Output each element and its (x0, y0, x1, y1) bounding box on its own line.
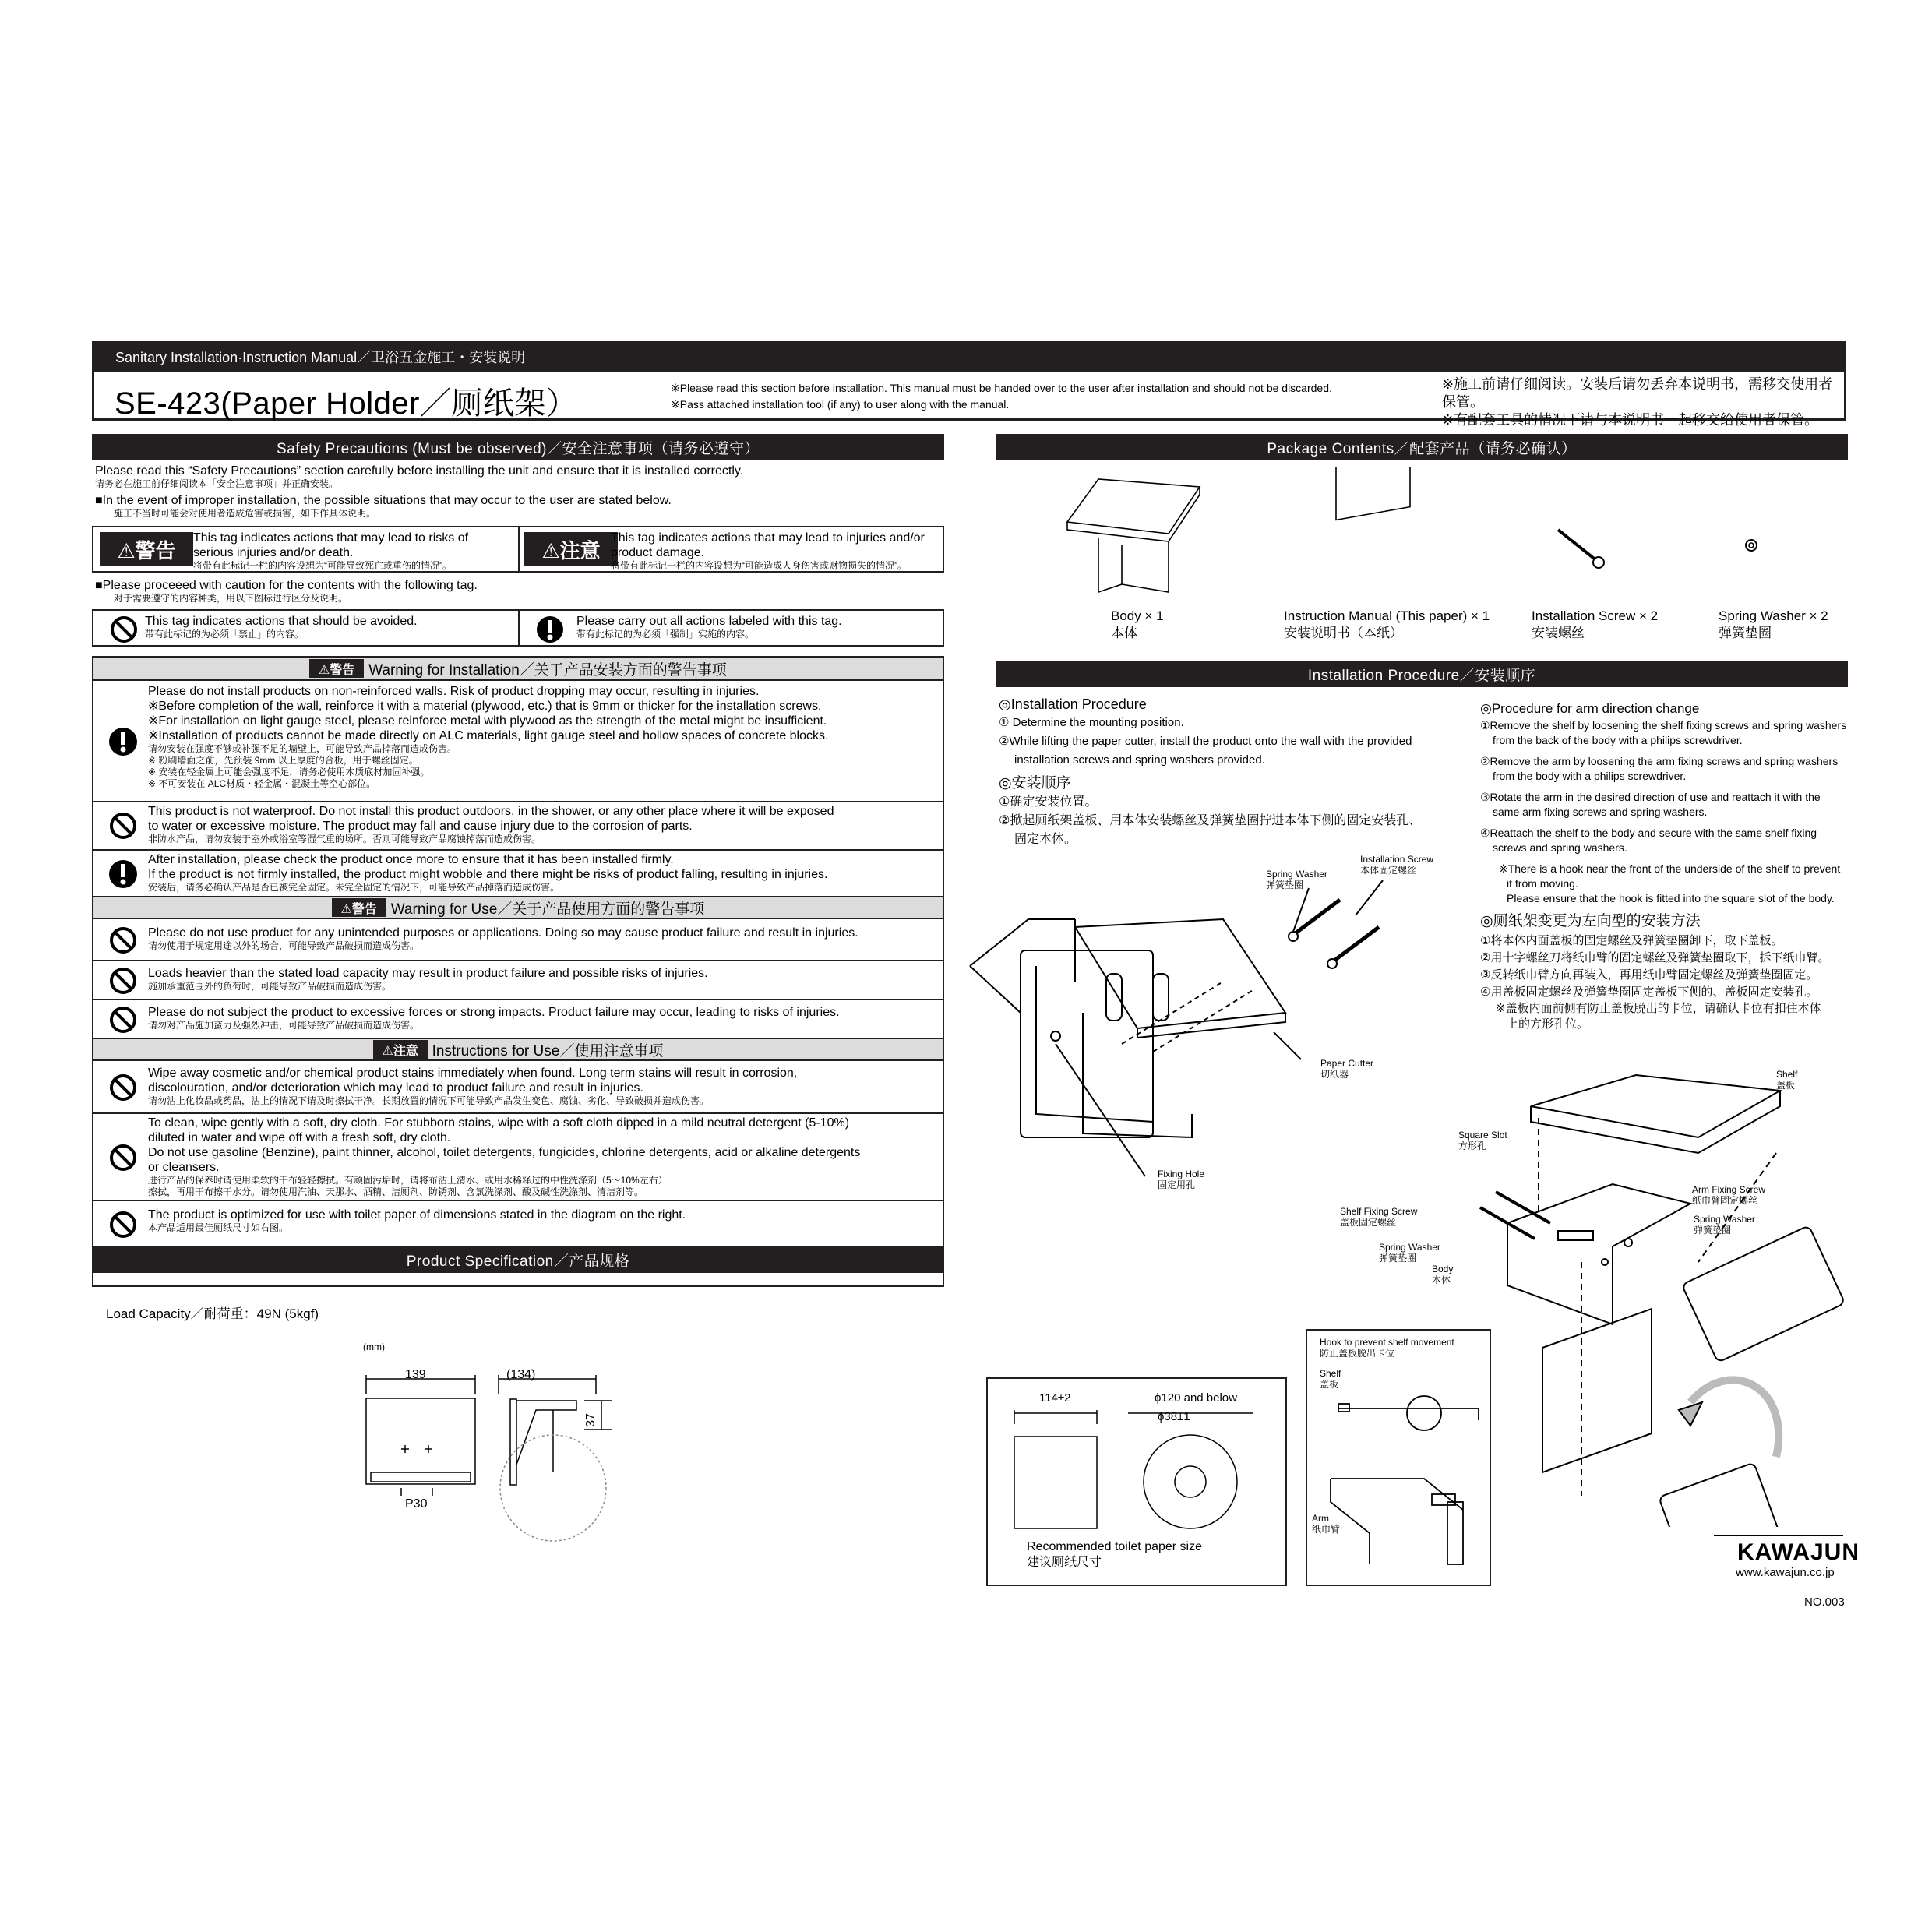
header-bar (92, 341, 1846, 372)
package-item: Body × 1 本体 (1111, 608, 1164, 640)
note-en-1: ※Please read this section before installation. This manual must be handed over to the user after installation and should not be discarded. (671, 382, 1332, 394)
brand-logo: KAWAJUN (1737, 1539, 1860, 1565)
arm-change-steps: ◎Procedure for arm direction change ①Remove the shelf by loosening the shelf fixing screws and spring washers from the back of the body with a philips screwdriver. ②Remove the arm by loosening the arm fixing screws and spring washers from the body with a philips screwdriver. ③Rotate the arm in the desired direction of use and reattach it with the same arm fixing screws and spring washers. ④Reattach the shelf to the body and secure with the same shelf fixing screws and spring washers. ※There is a hook near the front of the underside of the shelf to prevent it from moving. Please ensure that the hook is fitted into the square slot of the body. ◎厕纸架变更为左向型的安装方法 ①将本体内面盖板的固定螺丝及弹簧垫圈卸下，取下盖板。 ②用十字螺丝刀将纸巾臂的固定螺丝及弹簧垫圈取下，拆下纸巾臂。 ③反转纸巾臂方向再装入，再用纸巾臂固定螺丝及弹簧垫圈固定。 ④用盖板固定螺丝及弹簧垫圈固定盖板下侧的、盖板固定安装孔。 ※盖板内面前侧有防止盖板脱出的卡位，请确认卡位有扣住本体 上的方形孔位。 (1480, 701, 1847, 1031)
prohibition-icon (108, 810, 139, 841)
divider (518, 527, 520, 571)
safety-heading-text: Safety Precautions (Must be observed)／安全注意事项（请务必遵守） (277, 440, 760, 457)
paper-diameter: ϕ120 and below (1155, 1391, 1237, 1405)
label-paper-cutter: Paper Cutter 切纸器 (1320, 1058, 1374, 1080)
document-number: NO.003 (1804, 1595, 1845, 1609)
package-item: Spring Washer × 2 弹簧垫圈 (1719, 608, 1828, 640)
header-notes-cn (1442, 375, 1844, 429)
safety-intro-2-cn: 施工不当时可能会对使用者造成危害或损害，如下作具体说明。 (114, 508, 376, 519)
avoid-desc: This tag indicates actions that should be avoided. (145, 615, 418, 628)
warning-tag-desc: This tag indicates actions that may lead to risks of serious injuries and/or death. 将带有此标记一栏的内容设想为“可能导致死亡或重伤的情况”。 (193, 531, 469, 571)
note-en-2: ※Pass attached installation tool (if any) to user along with the manual. (671, 398, 1010, 411)
use-caution-row-2: To clean, wipe gently with a soft, dry cloth. For stubborn stains, wipe with a soft cloth dipped in a mild neutral detergent (5-10%) diluted in water and wipe off with a fresh soft, dry cloth. Do not use gasoline (Benzine), paint thinner, alcohol, toilet detergents, fungicides, chlorine detergents, acid or alkaline detergents or cleansers. 进行产品的保养时请使用柔软的干布轻轻擦拭。有顽固污垢时，请将布沾上清水、或用水稀释过的中性洗涤剂（5～10%左右） 擦拭，再用干布擦干水分。请勿使用汽油、天那水、酒精、洁厕剂、防锈剂、含氯洗涤剂、酸及碱性洗涤剂、清洁剂等。 (93, 1112, 943, 1200)
label-shelf-fixing-screw: Shelf Fixing Screw 盖板固定螺丝 (1340, 1206, 1418, 1228)
use-warning-row-1: Please do not use product for any unintended purposes or applications. Doing so may cause product failure and result in injuries. 请勿使用于规定用途以外的场合，可能导致产品破损而造成伤害。 (93, 921, 943, 960)
paper-size-box (986, 1377, 1287, 1586)
dim-height: 37 (583, 1413, 598, 1427)
package-item: Installation Screw × 2 安装螺丝 (1532, 608, 1659, 640)
use-warning-row-2: Loads heavier than the stated load capacity may result in product failure and possible risks of injuries. 施加承重范围外的负荷时，可能导致产品破损而造成伤害。 (93, 960, 943, 999)
install-drawing (966, 857, 1457, 1215)
use-caution-row-1: Wipe away cosmetic and/or chemical product stains immediately when found. Long term stains will result in corrosion, discolouration, and/or deterioration which may lead to product failure and result in injuries. 请勿沾上化妆品或药品，沾上的情况下请及时擦拭干净。长期放置的情况下可能导致产品发生变色、腐蚀、劣化、导致破损并造成伤害。 (93, 1063, 943, 1112)
prohibition-icon (108, 1142, 139, 1173)
paper-roll-drawing (1011, 1407, 1276, 1532)
use-warning-heading: ⚠警告 Warning for Use／关于产品使用方面的警告事项 (93, 896, 943, 919)
procedure-steps: ◎Installation Procedure ① Determine the mounting position. ②While lifting the paper cutter, install the product onto the wall with the provided installation screws and spring washers provided. ◎安装顺序 ①确定安装位置。 ②掀起厕纸架盖板、用本体安装螺丝及弹簧垫圈拧进本体下侧的固定安装孔、 固定本体。 (999, 696, 1422, 846)
prohibition-icon (108, 1209, 139, 1240)
divider (518, 611, 520, 645)
exploded-drawing (1465, 1059, 1854, 1527)
prohibition-icon (109, 615, 139, 644)
paper-caption: Recommended toilet paper size 建议厕纸尺寸 (1027, 1540, 1203, 1569)
label-arm: Arm 纸巾臂 (1312, 1513, 1341, 1535)
safety-intro-1: Please read this “Safety Precautions” section carefully before installing the unit and ensure that it is installed correctly. (95, 464, 744, 478)
label-spring-washer: Spring Washer 弹簧垫圈 (1266, 869, 1327, 890)
dim-width: 139 (405, 1368, 426, 1381)
install-warning-row-2: This product is not waterproof. Do not install this product outdoors, in the shower, or any other place where it will be exposed to water or excessive moisture. The product may fall and cause injury due to the corrosion of parts. 非防水产品，请勿安装于室外或浴室等湿气重的场所。否则可能导致产品腐蚀掉落而造成伤害。 (93, 801, 943, 849)
spec-heading: Product Specification／产品规格 (92, 1246, 944, 1273)
safety-intro (95, 464, 944, 520)
label-installation-screw: Installation Screw 本体固定螺丝 (1360, 854, 1434, 876)
unit-label: (mm) (363, 1341, 385, 1352)
symbol-legend-box: This tag indicates actions that should be avoided. 带有此标记的为必须「禁止」的内容。 Please carry out all actions labeled with this tag. 带有此标记的为必须「强制」实施的内容。 (92, 609, 944, 647)
prohibition-icon (108, 1072, 139, 1103)
package-heading: Package Contents／配套产品（请务必确认） (996, 434, 1848, 460)
package-item: Instruction Manual (This paper) × 1 安装说明书（本纸） (1284, 608, 1490, 640)
prohibition-icon (108, 1004, 139, 1035)
mandatory-icon (108, 726, 139, 757)
pitch-label: P30 (405, 1497, 428, 1511)
use-caution-row-3: The product is optimized for use with toilet paper of dimensions stated in the diagram on the right. 本产品适用最佳厕纸尺寸如右图。 (93, 1200, 943, 1246)
label-fixing-hole: Fixing Hole 固定用孔 (1158, 1169, 1205, 1190)
note-cn-2: ※有配套工具的情况下请与本说明书一起移交给使用者保管。 (1442, 412, 1819, 428)
prohibition-icon (108, 925, 139, 956)
use-caution-heading: ⚠注意 Instructions for Use／使用注意事项 (93, 1038, 943, 1061)
warnings-table (92, 656, 944, 1287)
caution-tag-desc: This tag indicates actions that may lead to injuries and/or product damage. 将带有此标记一栏的内容设想为“可能造成人身伤害或财物损失的情况”。 (611, 531, 925, 571)
brand-rule (1714, 1535, 1843, 1536)
install-warning-row-3: After installation, please check the product once more to ensure that it has been installed firmly. If the product is not firmly installed, the product might wobble and there might be risks of product falling, resulting in injuries. 安装后，请务必确认产品是否已被完全固定。未完全固定的情况下，可能导致产品掉落而造成伤害。 (93, 849, 943, 896)
tag-legend-box (92, 526, 944, 573)
symbol-intro: ■Please proceeed with caution for the contents with the following tag. 对于需要遵守的内容种类，用以下图标进行区分及说明。 (95, 579, 478, 604)
spec-drawing (358, 1363, 615, 1542)
hook-drawing (1323, 1377, 1486, 1580)
page-title: SE-423(Paper Holder／厕纸架） (115, 386, 578, 421)
manual-category: Sanitary Installation·Instruction Manual／卫浴五金施工・安装说明 (115, 350, 526, 365)
label-body: Body 本体 (1432, 1264, 1454, 1285)
header-notes-en (671, 380, 1332, 413)
use-warning-row-3: Please do not subject the product to excessive forces or strong impacts. Product failure may occur, leading to risks of injuries. 请勿对产品施加蛮力及强烈冲击，可能导致产品破损而造成伤害。 (93, 999, 943, 1038)
safety-heading (92, 434, 944, 460)
mandatory-icon (108, 858, 139, 890)
install-warning-row-1: Please do not install products on non-reinforced walls. Risk of product dropping may occur, resulting in injuries. ※Before completion of the wall, reinforce it with a material (plywood, etc.) that is 9mm or thicker for the installation screws. ※For installation on light gauge steel, please reinforce metal with plywood as the strength of the metal might be insufficient. ※Installation of products cannot be made directly on ALC materials, light gauge steel and hollow spaces of concrete blocks. 请勿安装在强度不够或补强不足的墙壁上，可能导致产品掉落而造成伤害。 ※ 粉刷墙面之前，先预装 9mm 以上厚度的合板，用于螺丝固定。 ※ 安装在轻金属上可能会强度不足，请务必使用木质底材加固补强。 ※ 不可安装在 ALC材质・轻金属・混凝土等空心部位。 (93, 682, 943, 801)
caution-tag: ⚠注意 (524, 532, 618, 566)
safety-intro-2: ■In the event of improper installation, the possible situations that may occur to the user are stated below. (95, 494, 672, 507)
safety-intro-1-cn: 请务必在施工前仔细阅读本「安全注意事项」并正确安装。 (95, 478, 339, 489)
package-drawings (1059, 467, 1839, 608)
dim-depth: (134) (506, 1368, 536, 1381)
label-spring-washer-arm: Spring Washer 弹簧垫圈 (1694, 1214, 1755, 1236)
hook-detail-box (1306, 1329, 1491, 1586)
procedure-heading: Installation Procedure／安装顺序 (996, 661, 1848, 687)
title-row (92, 372, 1846, 428)
load-capacity: Load Capacity／耐荷重：49N (5kgf) (106, 1306, 319, 1321)
brand-url: www.kawajun.co.jp (1736, 1566, 1835, 1579)
warning-tag: ⚠警告 (100, 532, 193, 566)
label-arm-fixing-screw: Arm Fixing Screw 纸巾臂固定螺丝 (1692, 1184, 1766, 1206)
label-square-slot: Square Slot 方形孔 (1458, 1130, 1507, 1151)
install-warning-heading: ⚠警告 Warning for Installation／关于产品安装方面的警告事项 (93, 658, 943, 681)
paper-core: ϕ38±1 (1158, 1410, 1190, 1423)
label-shelf-detail: Shelf 盖板 (1320, 1368, 1341, 1390)
note-cn-1: ※施工前请仔细阅读。安装后请勿丢弃本说明书，需移交使用者保管。 (1442, 376, 1833, 410)
paper-width: 114±2 (1039, 1391, 1071, 1405)
prohibition-icon (108, 965, 139, 996)
must-desc: Please carry out all actions labeled with this tag. (576, 615, 842, 628)
label-spring-washer-shelf: Spring Washer 弹簧垫圈 (1379, 1242, 1440, 1264)
label-hook: Hook to prevent shelf movement 防止盖板脱出卡位 (1320, 1337, 1454, 1359)
label-shelf: Shelf 盖板 (1776, 1069, 1798, 1091)
mandatory-icon (535, 615, 565, 644)
